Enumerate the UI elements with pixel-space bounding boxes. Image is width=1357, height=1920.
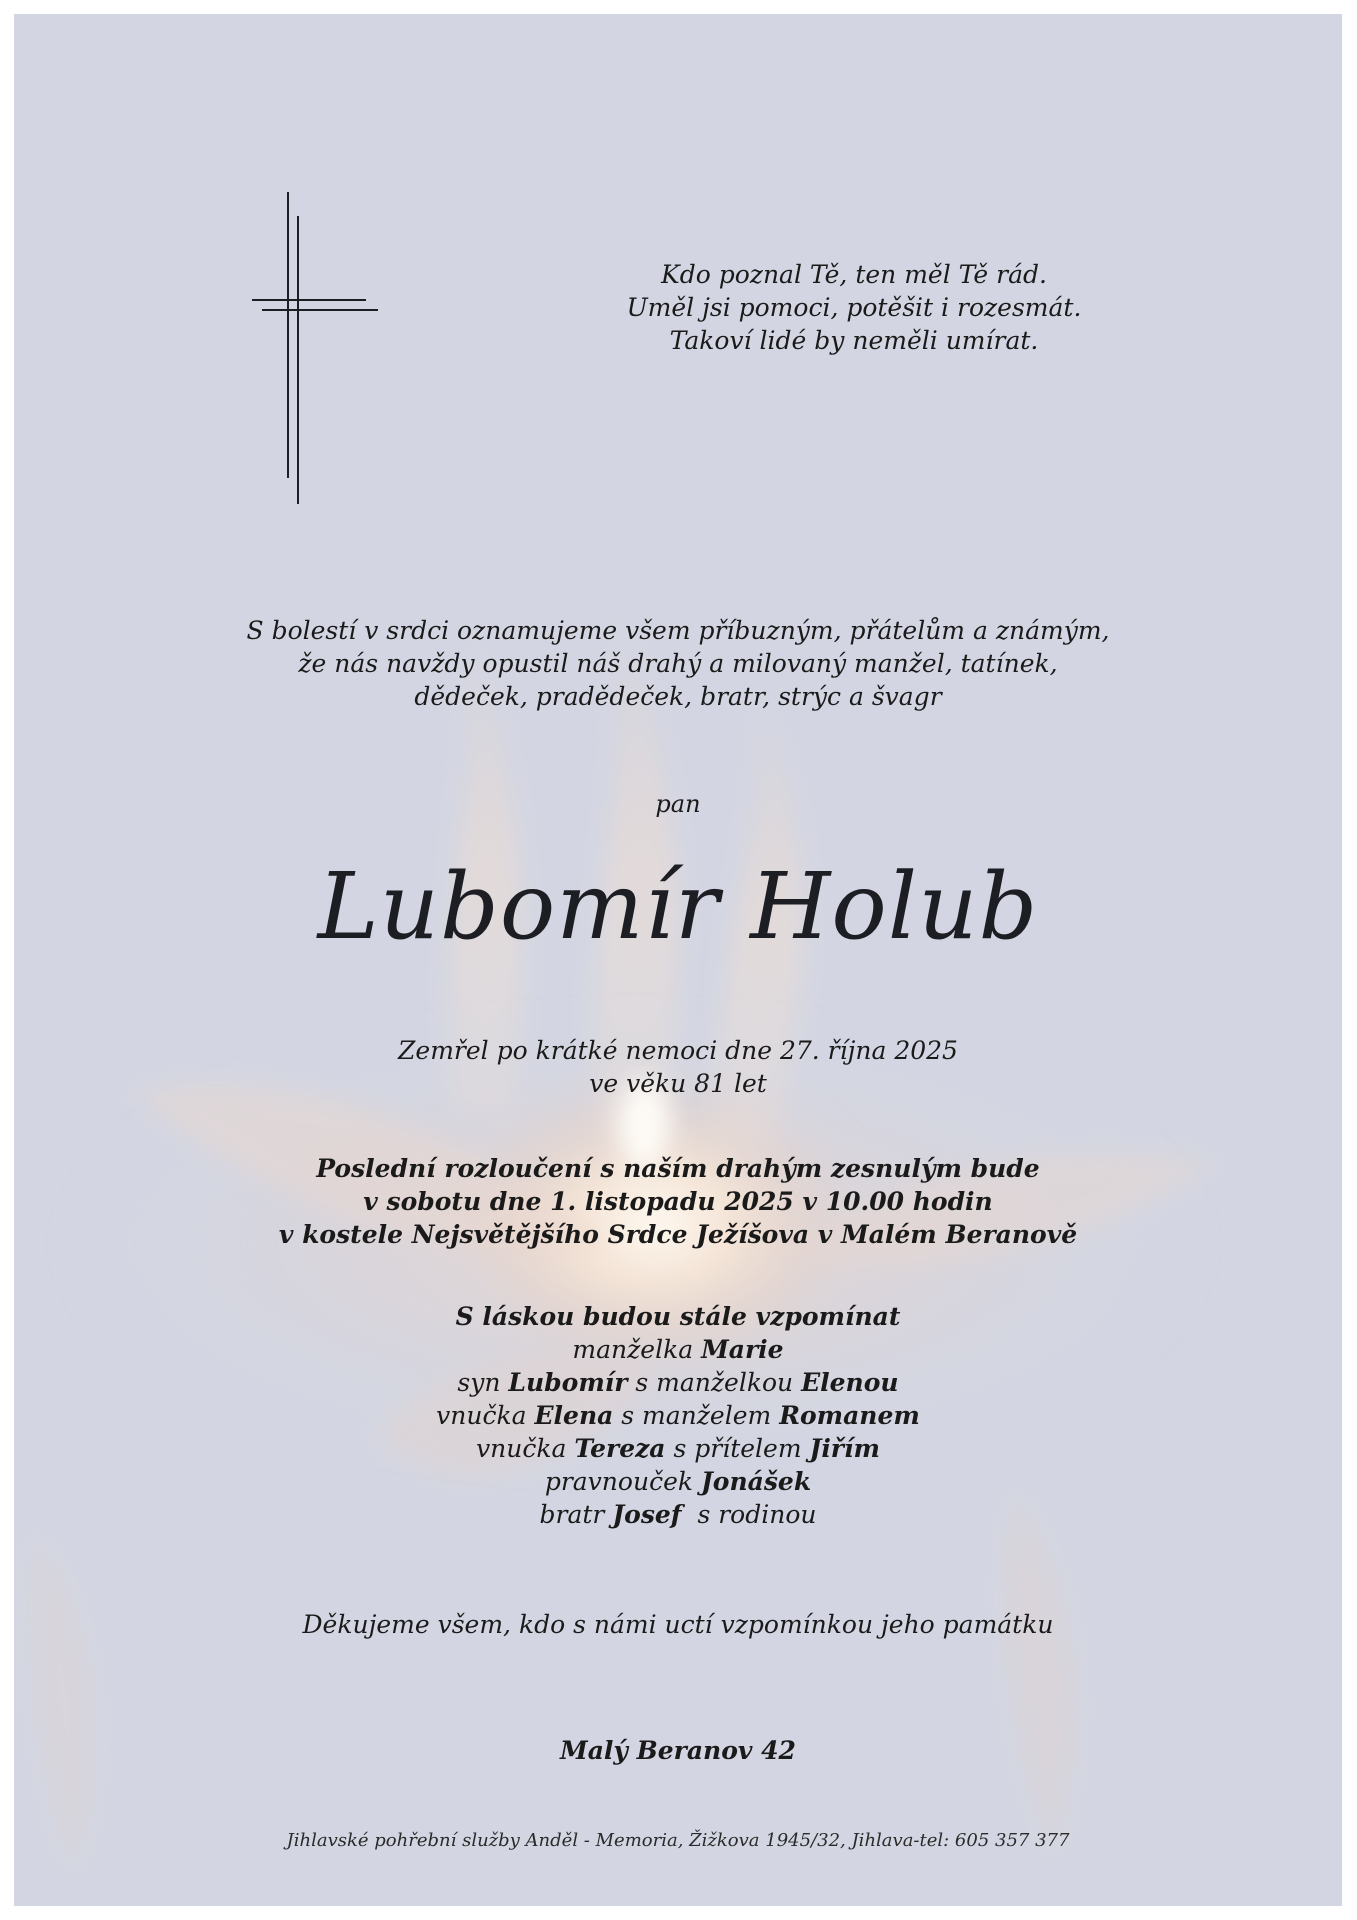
thanks-note: Děkujeme všem, kdo s námi uctí vzpomínkou jeho památku bbox=[302, 1610, 1054, 1639]
relation-label: bratr bbox=[539, 1500, 613, 1529]
death-announcement bbox=[14, 614, 1342, 713]
motto-line: Uměl jsi pomoci, potěšit i rozesmát. bbox=[626, 293, 1082, 322]
funeral-line: Poslední rozloučení s naším drahým zesnulým bude bbox=[316, 1154, 1040, 1183]
double-line-cross-icon bbox=[244, 192, 384, 512]
mourner-line bbox=[14, 1465, 1342, 1498]
relation-label: s manželkou bbox=[627, 1368, 802, 1397]
relation-label: syn bbox=[457, 1368, 509, 1397]
funeral-details bbox=[14, 1152, 1342, 1251]
mourner-name: Elena bbox=[534, 1401, 614, 1430]
obituary-sheet bbox=[14, 14, 1342, 1906]
relation-label: pravnouček bbox=[544, 1467, 701, 1496]
deceased-name: Lubomír Holub bbox=[317, 853, 1039, 960]
mourner-name: Lubomír bbox=[508, 1368, 628, 1397]
motto-line: Takoví lidé by neměli umírat. bbox=[669, 326, 1039, 355]
family-address: Malý Beranov 42 bbox=[560, 1736, 796, 1765]
announcement-line: že nás navždy opustil náš drahý a milovaný manžel, tatínek, bbox=[298, 649, 1058, 678]
relation-label: s rodinou bbox=[681, 1500, 817, 1529]
mourner-name: Josef bbox=[612, 1500, 682, 1529]
death-info-line: Zemřel po krátké nemoci dne 27. října 2025 bbox=[398, 1036, 958, 1065]
relation-label: s přítelem bbox=[665, 1434, 810, 1463]
mourner-name: Tereza bbox=[574, 1434, 666, 1463]
funeral-line: v sobotu dne 1. listopadu 2025 v 10.00 hodin bbox=[363, 1187, 993, 1216]
mourner-line bbox=[14, 1399, 1342, 1432]
relation-label: vnučka bbox=[476, 1434, 575, 1463]
funeral-line: v kostele Nejsvětějšího Srdce Ježíšova v Malém Beranově bbox=[278, 1220, 1078, 1249]
memorial-motto bbox=[574, 258, 1134, 357]
mourners-heading: S láskou budou stále vzpomínat bbox=[455, 1302, 901, 1331]
announcement-line: dědeček, pradědeček, bratr, strýc a švagr bbox=[414, 682, 942, 711]
funeral-service-footer: Jihlavské pohřební služby Anděl - Memoria, Žižkova 1945/32, Jihlava-tel: 605 357 377 bbox=[286, 1830, 1070, 1851]
mourner-line bbox=[14, 1333, 1342, 1366]
relation-label: vnučka bbox=[436, 1401, 535, 1430]
mourners-list bbox=[14, 1300, 1342, 1531]
relation-label: manželka bbox=[572, 1335, 702, 1364]
relation-label: s manželem bbox=[613, 1401, 780, 1430]
announcement-line: S bolestí v srdci oznamujeme všem příbuzným, přátelům a známým, bbox=[246, 616, 1110, 645]
death-info bbox=[14, 1034, 1342, 1100]
title-word: pan bbox=[655, 790, 701, 818]
mourner-name: Jiřím bbox=[809, 1434, 880, 1463]
mourner-name: Marie bbox=[701, 1335, 784, 1364]
death-info-line: ve věku 81 let bbox=[589, 1069, 767, 1098]
mourner-name: Romanem bbox=[779, 1401, 920, 1430]
mourner-line bbox=[14, 1432, 1342, 1465]
mourner-name: Elenou bbox=[801, 1368, 899, 1397]
motto-line: Kdo poznal Tě, ten měl Tě rád. bbox=[661, 260, 1047, 289]
mourner-line bbox=[14, 1366, 1342, 1399]
mourner-name: Jonášek bbox=[700, 1467, 812, 1496]
mourner-line bbox=[14, 1498, 1342, 1531]
